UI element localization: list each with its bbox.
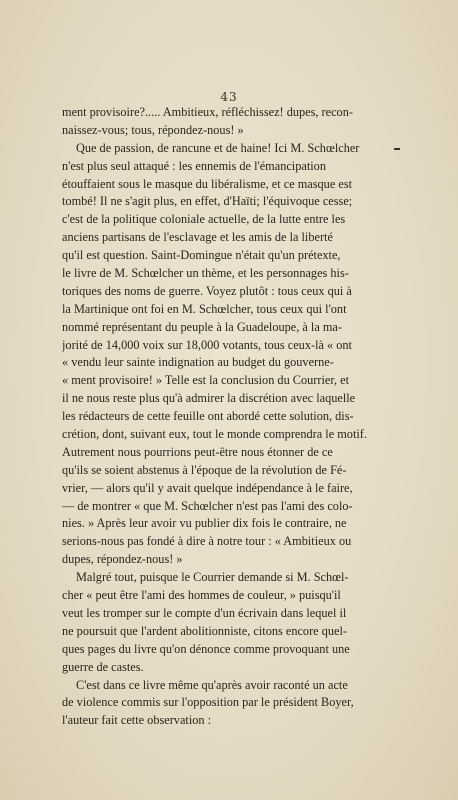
text-line: C'est dans ce livre même qu'après avoir raconté un acte [76,677,348,692]
text-line: n'est plus seul attaqué : les ennemis de l'émancipation [62,158,326,173]
text-line: de violence commis sur l'opposition par le président Boyer, [62,695,354,710]
text-line: nommé représentant du peuple à la Guadeloupe, à la ma- [62,319,342,334]
text-line: vrier, — alors qu'il y avait quelque indépendance à le faire, [62,480,353,495]
text-line: toriques des noms de guerre. Voyez plutôt : tous ceux qui à [62,283,352,298]
text-line: le livre de M. Schœlcher un thème, et les personnages his- [62,266,349,281]
text-line: les rédacteurs de cette feuille ont abordé cette solution, dis- [62,409,354,424]
text-line: qu'il est question. Saint-Domingue n'était qu'un prétexte, [62,248,341,263]
text-line: — de montrer « que M. Schœlcher n'est pas l'ami des colo- [62,498,353,513]
text-line: veut les tromper sur le compte d'un écrivain dans lequel il [62,605,347,620]
text-line: anciens partisans de l'esclavage et les amis de la liberté [62,230,333,245]
text-line: jorité de 14,000 voix sur 18,000 votants, tous ceux-là « ont [62,337,352,352]
text-line: tombé! Il ne s'agit plus, en effet, d'Haïti; l'équivoque cesse; [62,194,353,209]
text-line: nies. » Après leur avoir vu publier dix fois le contraire, ne [62,516,347,531]
text-line: Malgré tout, puisque le Courrier demande si M. Schœl- [76,570,349,585]
page-number: 43 [220,90,238,104]
text-line: Que de passion, de rancune et de haine! Ici M. Schœlcher [76,140,360,155]
text-line: guerre de castes. [62,659,144,674]
text-line: il ne nous reste plus qu'à admirer la discrétion avec laquelle [62,391,356,406]
margin-mark [394,148,400,150]
text-line: serions-nous pas fondé à dire à notre tour : « Ambitieux ou [62,534,352,549]
text-line: ques pages du livre qu'on dénonce comme provoquant une [62,641,350,656]
text-line: étouffaient sous le masque du libéralisme, et ce masque est [62,176,353,191]
body-text [62,104,367,730]
text-line: « vendu leur sainte indignation au budget du gouverne- [62,355,334,370]
text-line: ne poursuit que l'ardent abolitionniste, citons encore quel- [62,623,347,638]
text-line: dupes, répondez-nous! » [62,552,183,567]
text-line: « ment provisoire! » Telle est la conclusion du Courrier, et [62,373,349,388]
text-line: c'est de la politique coloniale actuelle, de la lutte entre les [62,212,346,227]
text-line: ment provisoire?..... Ambitieux, réfléchissez! dupes, recon- [62,105,353,119]
text-line: l'auteur fait cette observation : [62,713,212,728]
text-line: Autrement nous pourrions peut-être nous étonner de ce [62,444,333,459]
text-line: la Martinique ont foi en M. Schœlcher, tous ceux qui l'ont [62,301,347,316]
text-line: cher « peut être l'ami des hommes de couleur, » puisqu'il [62,588,341,603]
text-line: qu'ils se soient abstenus à l'époque de la révolution de Fé- [62,462,347,477]
text-line: naissez-vous; tous, répondez-nous! » [62,122,244,137]
text-line: crétion, dont, suivant eux, tout le monde comprendra le motif. [62,427,367,442]
